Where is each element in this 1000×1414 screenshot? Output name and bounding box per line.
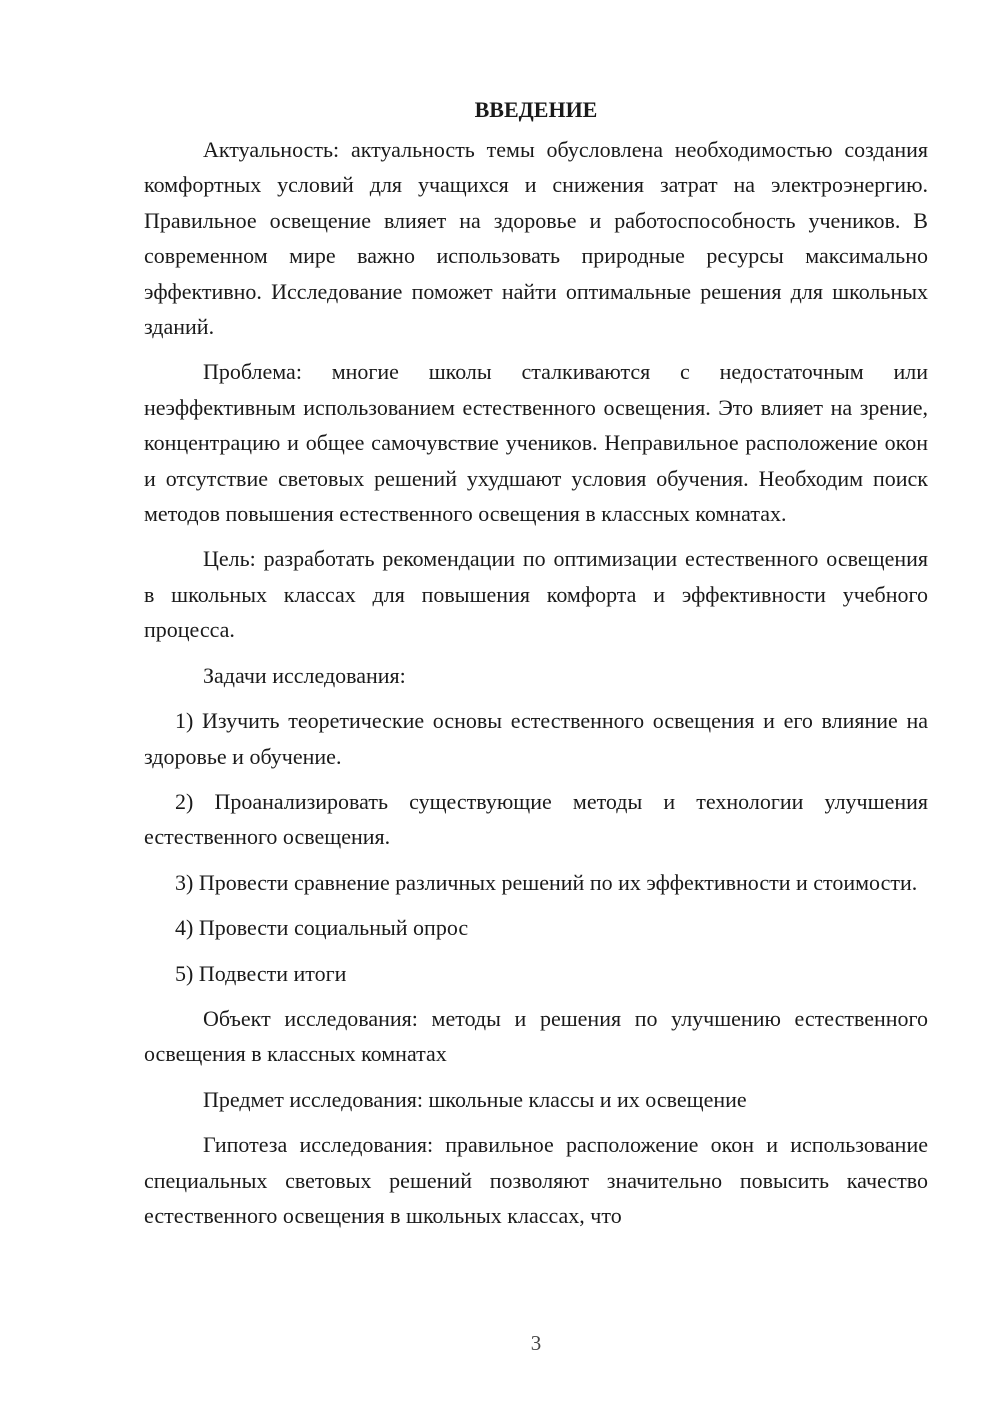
task-item-3: 3) Провести сравнение различных решений по их эффективности и стоимости.: [175, 869, 918, 895]
hypothesis-paragraph: Гипотеза исследования: правильное расположение окон и использование специальных световых решений позволяют значительно повысить качество естественного освещения в школьных классах, что: [144, 1132, 928, 1228]
section-heading: ВВЕДЕНИЕ: [474, 97, 598, 122]
task-item-2: 2) Проанализировать существующие методы и технологии улучшения естественного освещения.: [144, 788, 928, 850]
document-body: [144, 92, 928, 1243]
subject-paragraph: Предмет исследования: школьные классы и их освещение: [203, 1086, 747, 1112]
task-item-1: 1) Изучить теоретические основы естественного освещения и его влияние на здоровье и обучение.: [144, 708, 928, 769]
goal-paragraph: Цель: разработать рекомендации по оптимизации естественного освещения в школьных классах для повышения комфорта и эффективности учебного процесса.: [144, 546, 928, 643]
relevance-paragraph: Актуальность: актуальность темы обусловлена необходимостью создания комфортных условий для учащихся и снижения затрат на электроэнергию. Правильное освещение влияет на здоровье и работоспособность учеников. В современном мире важно использовать природные ресурсы максимально эффективно. Исследование поможет найти оптимальные решения для школьных зданий.: [144, 137, 928, 340]
object-paragraph: Объект исследования: методы и решения по улучшению естественного освещения в классных комнатах: [144, 1005, 928, 1067]
task-item-4: 4) Провести социальный опрос: [175, 915, 469, 941]
tasks-heading: Задачи исследования:: [203, 662, 406, 688]
page-number: 3: [530, 1331, 542, 1355]
task-item-5: 5) Подвести итоги: [175, 960, 347, 986]
problem-paragraph: Проблема: многие школы сталкиваются с недостаточным или неэффективным использованием естественного освещения. Это влияет на зрение, концентрацию и общее самочувствие учеников. Неправильное расположение окон и отсутствие световых решений ухудшают условия обучения. Необходим поиск методов повышения естественного освещения в классных комнатах.: [144, 359, 928, 527]
